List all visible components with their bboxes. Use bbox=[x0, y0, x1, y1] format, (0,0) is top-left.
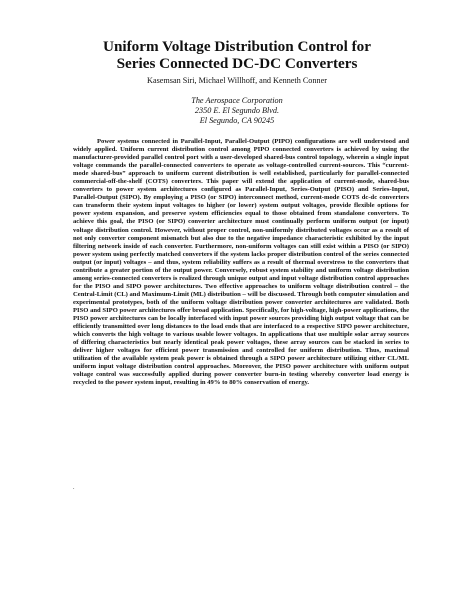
title-line-1: Uniform Voltage Distribution Control for bbox=[102, 38, 372, 55]
author-list: Kasemsan Siri, Michael Willhoff, and Kenneth Conner bbox=[147, 76, 327, 85]
trailing-mark: . bbox=[73, 485, 75, 491]
affiliation bbox=[0, 96, 474, 126]
paper-title bbox=[0, 38, 474, 72]
affiliation-street: 2350 E. El Segundo Blvd. bbox=[194, 106, 280, 115]
affiliation-org: The Aerospace Corporation bbox=[191, 96, 283, 105]
title-line-2: Series Connected DC-DC Converters bbox=[116, 55, 358, 72]
affiliation-city: El Segundo, CA 90245 bbox=[199, 116, 275, 125]
abstract-paragraph: Power systems connected in Parallel-Input, Parallel-Output (PIPO) configurations are well understood and widely applied. Uniform current distribution control among PIPO connected converters is achieved by using the manufacturer-provided parallel control port with a user-developed shared-bus control topology, wherein a single input voltage commands the parallel-connected converters to operate as voltage-controlled current-sources. This “current-mode shared-bus” approach to uniform current distribution is well established, particularly for parallel-connected commercial-off-the-shelf (COTS) converters. This paper will extend the application of current-mode, shared-bus converters to power system architectures configured as Parallel-Input, Series-Output (PISO) and Series-Input, Parallel-Output (SIPO). By employing a PISO (or SIPO) interconnect method, current-mode COTS dc-dc converters can transform their system input voltages to higher (or lower) system output voltages, provide flexible options for power system expansion, and preserve system efficiencies equal to those obtained from standalone converters. To achieve this goal, the PISO (or SIPO) converter architecture must continually perform uniform output (or input) voltage distribution control. However, without proper control, non-uniformly distributed voltages occur as a result of not only converter component mismatch but also due to the negative impedance characteristic exhibited by the input filtering network inside of each converter. Furthermore, non-uniform voltages can still exist within a PISO (or SIPO) power system using perfectly matched converters if the system lacks proper distribution control of the series connected output (or input) voltages – and thus, system reliability suffers as a result of thermal overstress to the converters that contribute a greater portion of the output power. Conversely, robust system stability and uniform voltage distribution among series-connected converters is realized through unique output and input voltage distribution control approaches for the PISO and SIPO power architectures. Two effective approaches to uniform voltage distribution control – the Central-Limit (CL) and Maximum-Limit (ML) distribution – will be discussed. Through both computer simulation and experimental prototypes, both of the uniform voltage distribution power converter architectures are validated. Both PISO and SIPO power architectures offer broad application. Specifically, for high-voltage, high-power applications, the PISO power architectures can be locally interfaced with input power sources providing high output voltage that can be efficiently transmitted over long distances to the load ends that are interfaced to a respective SIPO power architecture, which converts the high voltage to various usable lower voltages. In applications that use multiple solar array sources of differing characteristics but nearly identical peak power voltages, these array sources can be stacked in series to deliver higher voltages for efficient power transmission and controlled for uniform distribution. Thus, maximal utilization of the available system peak power is obtained through a SIPO power architecture utilizing either CL/ML uniform input voltage distribution control approaches. Moreover, the PISO power architecture with uniform output voltage control was successfully applied during power converter burn-in testing whereby converter load energy is recycled to the power system input, resulting in 49% to 80% conservation of energy. bbox=[73, 138, 409, 387]
